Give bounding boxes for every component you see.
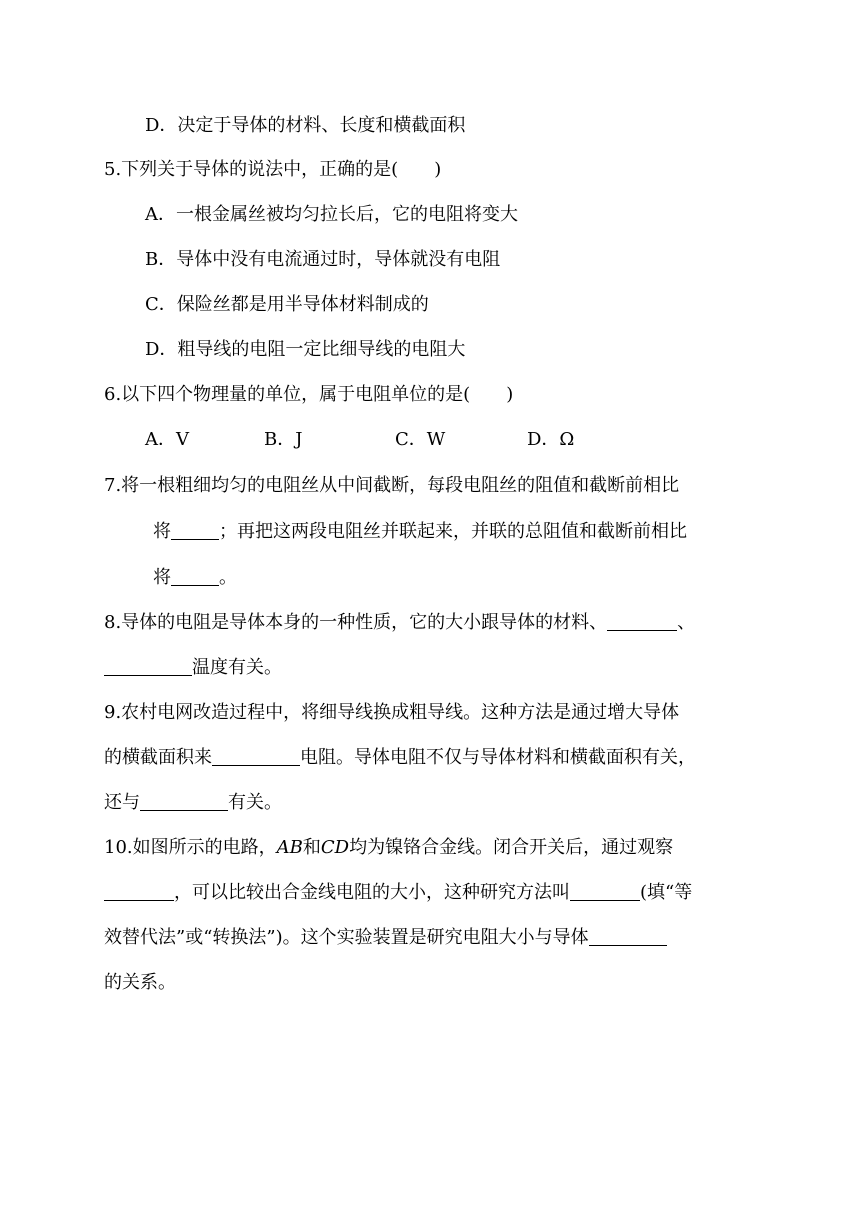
q9-line-2 <box>104 746 696 770</box>
q8-text-a: 8.导体的电阻是导体本身的一种性质，它的大小跟导体的材料、 <box>104 612 608 633</box>
q5-option-b: B．导体中没有电流通过时，导体就没有电阻 <box>145 249 501 270</box>
q9-blank-1 <box>212 747 300 766</box>
q7-text-d: 。 <box>219 567 237 588</box>
q7-blank-1 <box>171 521 219 540</box>
q7-line-1: 7.将一根粗细均匀的电阻丝从中间截断，每段电阻丝的阻值和截断前相比 <box>104 475 680 496</box>
q7-text-b: ；再把这两段电阻丝并联起来，并联的总阻值和截断前相比 <box>219 521 687 542</box>
q10-text-b: 均为镍铬合金线。闭合开关后，通过观察 <box>349 837 674 858</box>
q6-option-c: C．W <box>395 429 446 450</box>
q9-text-b: 电阻。导体电阻不仅与导体材料和横截面积有关， <box>300 747 696 768</box>
q5-option-d: D．粗导线的电阻一定比细导线的电阻大 <box>145 339 466 360</box>
q5-stem: 5.下列关于导体的说法中，正确的是( ) <box>104 159 442 180</box>
q8-line-2 <box>104 656 282 680</box>
q9-line-3 <box>104 791 282 815</box>
q4-option-d: D．决定于导体的材料、长度和横截面积 <box>145 115 466 136</box>
q8-blank-1 <box>607 612 677 631</box>
q10-line-2 <box>104 881 692 905</box>
q9-text-c: 还与 <box>104 792 140 813</box>
q7-line-2 <box>153 520 687 544</box>
q7-blank-2 <box>171 567 219 586</box>
q10-blank-1 <box>104 882 174 901</box>
q10-line-4: 的关系。 <box>104 972 176 993</box>
q10-line-3 <box>104 926 667 950</box>
q6-option-d: D．Ω <box>527 429 575 450</box>
q10-text-a: 10.如图所示的电路， <box>104 837 277 858</box>
q10-line-1 <box>104 836 673 860</box>
q10-blank-2 <box>570 882 640 901</box>
q10-wire-cd: CD <box>320 837 350 858</box>
q10-text-c: ，可以比较出合金线电阻的大小，这种研究方法叫 <box>174 882 570 903</box>
q10-text-e: 效替代法”或“转换法”)。这个实验装置是研究电阻大小与导体 <box>104 927 589 948</box>
q5-option-a: A．一根金属丝被均匀拉长后，它的电阻将变大 <box>145 204 518 225</box>
q9-text-d: 有关。 <box>228 792 282 813</box>
q9-text-a: 的横截面积来 <box>104 747 212 768</box>
q10-text-d: (填“等 <box>640 882 693 903</box>
q6-stem: 6.以下四个物理量的单位，属于电阻单位的是( ) <box>104 384 514 405</box>
q10-wire-ab: AB <box>276 837 303 858</box>
q7-text-c: 将 <box>153 567 171 588</box>
q5-option-c: C．保险丝都是用半导体材料制成的 <box>145 294 429 315</box>
q9-line-1: 9.农村电网改造过程中，将细导线换成粗导线。这种方法是通过增大导体 <box>104 702 680 723</box>
q7-text-a: 将 <box>153 521 171 542</box>
q8-blank-2 <box>104 657 192 676</box>
q8-text-comma: 、 <box>677 612 696 633</box>
q9-blank-2 <box>140 792 228 811</box>
q10-blank-3 <box>589 927 667 946</box>
q6-option-a: A．V <box>145 429 189 450</box>
q8-line-1 <box>104 611 695 635</box>
q6-option-b: B．J <box>264 429 303 450</box>
q7-line-3 <box>153 566 237 590</box>
q10-text-and: 和 <box>302 837 321 858</box>
q8-text-b: 温度有关。 <box>192 657 282 678</box>
